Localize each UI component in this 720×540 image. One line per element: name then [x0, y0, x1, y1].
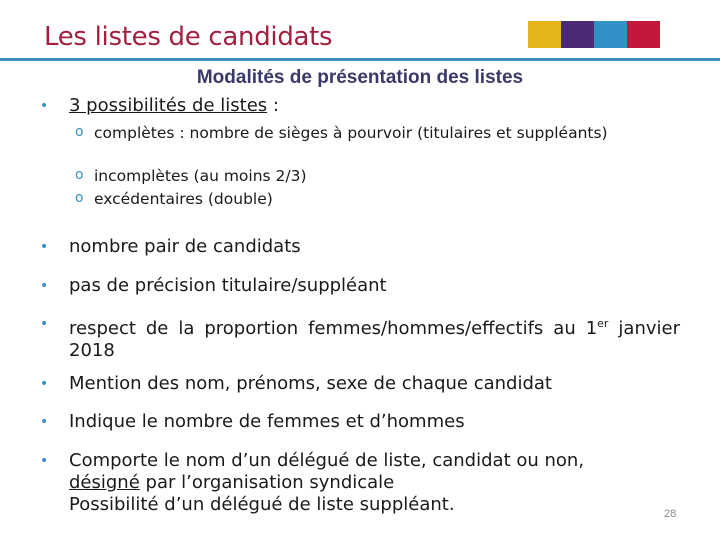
bullet-text: Indique le nombre de femmes et d’hommes — [69, 411, 465, 432]
bullet-item-intro — [40, 95, 680, 117]
slide-subtitle: Modalités de présentation des listes — [196, 67, 524, 88]
bullet-icon: • — [40, 453, 49, 469]
sub-bullet-icon: o — [75, 190, 84, 206]
bullet-text: pas de précision titulaire/suppléant — [69, 275, 387, 296]
sub-item-text: complètes : nombre de sièges à pourvoir (titulaires et suppléants) — [94, 124, 608, 142]
sub-item-text: incomplètes (au moins 2/3) — [94, 167, 307, 185]
bullet-icon: • — [40, 316, 49, 332]
bullet-icon: • — [40, 278, 49, 294]
intro-label: 3 possibilités de listes — [69, 95, 268, 116]
sub-item-text: excédentaires (double) — [94, 190, 273, 208]
bullet-item-proportion — [40, 313, 680, 362]
swatch-blue — [594, 21, 627, 48]
sub-item-excedentaires — [75, 190, 645, 209]
color-swatches — [528, 21, 660, 48]
delegue-underlined: désigné — [69, 472, 140, 493]
delegue-line-2: par l’organisation syndicale — [139, 472, 395, 493]
bullet-text: Mention des nom, prénoms, sexe de chaque candidat — [69, 373, 552, 394]
sub-bullet-icon: o — [75, 167, 84, 183]
swatch-purple — [561, 21, 594, 48]
sub-item-incompletes — [75, 167, 645, 186]
bullet-icon: • — [40, 414, 49, 430]
title-divider — [0, 58, 720, 61]
bullet-icon: • — [40, 98, 49, 114]
page-number: 28 — [664, 508, 677, 520]
bullet-item-precision — [40, 275, 680, 297]
bullet-icon: • — [40, 239, 49, 255]
delegue-line-1: Comporte le nom d’un délégué de liste, candidat ou non, — [69, 450, 585, 471]
swatch-yellow — [528, 21, 561, 48]
proportion-ordinal: er — [597, 317, 609, 330]
sub-bullet-icon: o — [75, 124, 84, 140]
proportion-date: janvier 2018 — [69, 318, 680, 361]
bullet-item-nombre — [40, 411, 680, 433]
slide-title: Les listes de candidats — [44, 22, 333, 52]
sub-item-completes — [75, 124, 645, 143]
proportion-text: respect de la proportion femmes/hommes/effectifs au 1 — [69, 318, 598, 339]
intro-suffix: : — [267, 95, 279, 116]
bullet-icon: • — [40, 376, 49, 392]
bullet-item-delegue — [40, 450, 680, 516]
bullet-text: nombre pair de candidats — [69, 236, 301, 257]
swatch-red — [627, 21, 660, 48]
bullet-item-pair — [40, 236, 680, 258]
delegue-line-3: Possibilité d’un délégué de liste suppléant. — [69, 494, 455, 515]
bullet-item-mention — [40, 373, 680, 395]
